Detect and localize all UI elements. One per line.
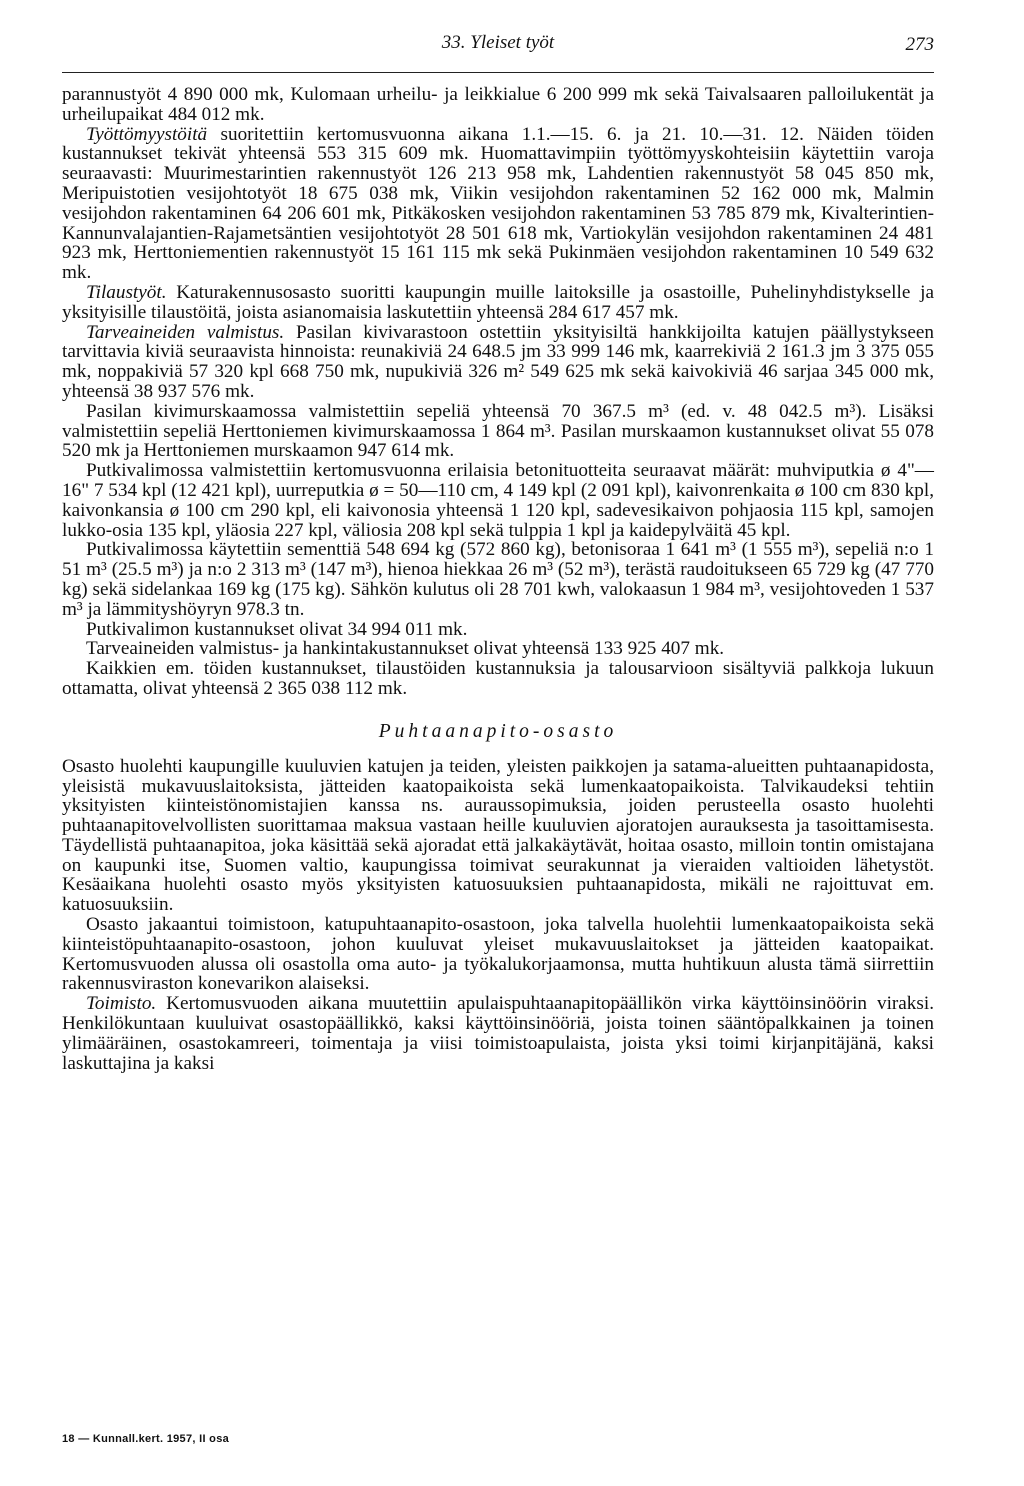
paragraph [62, 323, 934, 402]
paragraph-text: Tarveaineiden valmistus- ja hankintakustannukset olivat yhteensä 133 925 407 mk. [86, 638, 725, 660]
paragraph-text: Putkivalimon kustannukset olivat 34 994 011 mk. [86, 618, 468, 640]
paragraph [62, 85, 934, 125]
paragraph [62, 402, 934, 461]
document-page [62, 28, 934, 1073]
paragraph [62, 540, 934, 619]
paragraph-text: Kaikkien em. töiden kustannukset, tilaustöiden kustannuksia ja talousarvioon sisältyviä palkkoja lukuun ottamatta, olivat yhteensä 2 365 038 112 mk. [62, 658, 934, 699]
paragraph [62, 659, 934, 699]
page-footer: 18 — Kunnall.kert. 1957, II osa [62, 1433, 230, 1445]
paragraph-lead: Toimisto. [86, 993, 157, 1015]
header-rule [62, 72, 934, 73]
paragraph-text: Putkivalimossa käytettiin sementtiä 548 694 kg (572 860 kg), betonisoraa 1 641 m³ (1 555 m³), sepeliä n:o 1 51 m³ (25.5 m³) ja n:o 2 313 m³ (147 m³), hienoa hiekkaa 26 m³ (52 m³), terästä raudoitukseen 65 729 kg (47 770 kg) sekä sidelankaa 169 kg (175 kg). Sähkön kulutus oli 28 701 kwh, valokaasun 1 984 m³, vesijohtoveden 1 537 m³ ja lämmityshöyryn 978.3 tn. [62, 539, 934, 620]
paragraph [62, 283, 934, 323]
header-title: 33. Yleiset työt [441, 32, 555, 53]
page-number: 273 [905, 34, 934, 55]
paragraph [62, 994, 934, 1073]
paragraph-text: parannustyöt 4 890 000 mk, Kulomaan urheilu- ja leikkialue 6 200 999 mk sekä Taivalsaaren palloilukentät ja urheilupaikat 484 012 mk. [62, 84, 934, 125]
running-header [62, 28, 934, 58]
paragraph-text: suoritettiin kertomusvuonna aikana 1.1.—15. 6. ja 21. 10.—31. 12. Näiden töiden kustannukset tekivät yhteensä 553 315 609 mk. Huomattavimpiin työttömyyskohteisiin käytettiin varoja seuraavasti: Muurimestarintien rakennustyöt 126 213 958 mk, Lahdentien rakennustyöt 58 045 850 mk, Meripuistotien vesijohtotyöt 18 675 038 mk, Viikin vesijohdon rakentaminen 52 162 000 mk, Malmin vesijohdon rakentaminen 64 206 601 mk, Pitkäkosken vesijohdon rakentaminen 53 785 879 mk, Kivalterintien-Kannunvalajantien-Rajametsäntien vesijohtotyöt 28 501 618 mk, Vartiokylän vesijohdon rakentaminen 24 481 923 mk, Herttoniementien rakennustyöt 15 161 115 mk sekä Pukinmäen vesijohdon rakentaminen 10 549 632 mk. [62, 123, 934, 284]
section-heading: Puhtaanapito-osasto [378, 720, 618, 742]
paragraph [62, 125, 934, 283]
paragraph-lead: Tarveaineiden valmistus. [86, 321, 285, 343]
paragraph-text: Pasilan kivivarastoon ostettiin yksityisiltä hankkijoilta katujen päällystykseen tarvittavia kiviä seuraavista hinnoista: reunakiviä 24 648.5 jm 33 999 146 mk, kaarrekiviä 2 161.3 jm 3 375 055 mk, noppakiviä 57 320 kpl 668 750 mk, nupukiviä 326 m² 549 625 mk sekä kaivokiviä 46 sarjaa 345 000 mk, yhteensä 38 937 576 mk. [62, 321, 934, 402]
paragraph-text: Pasilan kivimurskaamossa valmistettiin sepeliä yhteensä 70 367.5 m³ (ed. v. 48 042.5 m³). Lisäksi valmistettiin sepeliä Herttoniemen kivimurskaamossa 1 864 m³. Pasilan murskaamon kustannukset olivat 55 078 520 mk ja Herttoniemen murskaamon 947 614 mk. [62, 400, 934, 462]
paragraph-text: Osasto huolehti kaupungille kuuluvien katujen ja teiden, yleisten paikkojen ja satama-alueitten puhtaanapidosta, yleisistä mukavuuslaitoksista, jätteiden kaatopaikoista sekä lumenkaatopaikoista. Talvikaudeksi tehtiin yksityisten kiinteistönomistajien kanssa ns. auraussopimuksia, joiden perusteella osasto huolehti puhtaanapitovelvollisten suorittamaa maksua vastaan heille kuuluvien ajoratojen aurauksesta ja tasoittamisesta. Täydellistä puhtaanapitoa, joka käsittää sekä ajoradat että jalkakäytävät, hoitaa osasto, milloin tontin omistajana on kaupunki itse, Suomen valtio, kaupungissa toimivat seurakunnat ja vieraiden valtioiden lähetystöt. Kesäaikana huolehti osasto myös yksityisten katuosuuksien puhtaanapidosta, mikäli ne rajoittuvat em. katuosuuksiin. [62, 755, 934, 916]
paragraph-text: Putkivalimossa valmistettiin kertomusvuonna erilaisia betonituotteita seuraavat määrät: muhviputkia ø 4"—16" 7 534 kpl (12 421 kpl), uurreputkia ø = 50—110 cm, 4 149 kpl (2 091 kpl), kaivonrenkaita ø 100 cm 830 kpl, kaivonkansia ø 100 cm 290 kpl, eli kaivonosia yhteensä 1 120 kpl, sadevesikaivon pohjaosia 115 kpl, samojen lukko-osia 135 kpl, yläosia 227 kpl, väliosia 208 kpl sekä tulppia 1 kpl ja kaidepylväitä 45 kpl. [62, 460, 934, 541]
paragraph [62, 461, 934, 540]
paragraph-text: Osasto jakaantui toimistoon, katupuhtaanapito-osastoon, joka talvella huolehtii lumenkaatopaikoista sekä kiinteistöpuhtaanapito-osastoon, johon kuuluvat yleiset mukavuuslaitokset ja jätteiden kaatopaikat. Kertomusvuoden alussa oli osastolla oma auto- ja työkalukorjaamonsa, mutta huhtikuun alusta tämä siirrettiin rakennusviraston konevarikon alaiseksi. [62, 914, 934, 995]
body-text [62, 85, 934, 699]
paragraph-lead: Tilaustyöt. [86, 281, 167, 303]
paragraph [62, 757, 934, 915]
paragraph [62, 915, 934, 994]
paragraph-text: Kertomusvuoden aikana muutettiin apulaispuhtaanapitopäällikön virka käyttöinsinöörin viraksi. Henkilökuntaan kuuluivat osastopäällikkö, kaksi käyttöinsinööriä, joista toinen sääntöpalkkainen ja toinen ylimääräinen, osastokamreeri, toimentaja ja viisi toimistoapulaista, joista yksi toimi kirjanpitäjänä, kaksi laskuttajina ja kaksi [62, 993, 934, 1074]
paragraph-text: Katurakennusosasto suoritti kaupungin muille laitoksille ja osastoille, Puhelinyhdistykselle ja yksityisille tilaustöitä, joista asianomaisia laskutettiin yhteensä 284 617 457 mk. [62, 281, 934, 323]
section-body-text [62, 757, 934, 1074]
paragraph-lead: Työttömyystöitä [86, 123, 208, 145]
paragraph [62, 620, 934, 640]
paragraph [62, 639, 934, 659]
